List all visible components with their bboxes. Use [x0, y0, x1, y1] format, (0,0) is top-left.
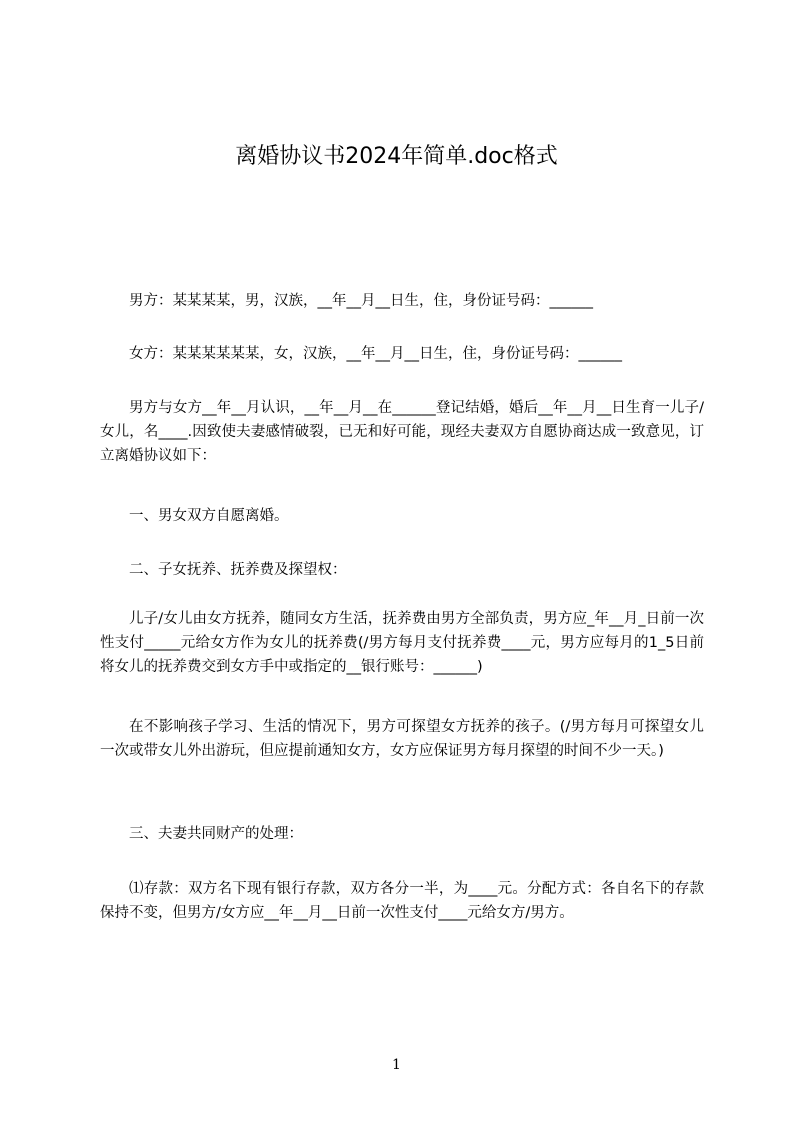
paragraph-visitation-rights: 在不影响孩子学习、生活的情况下，男方可探望女方抚养的孩子。(/男方每月可探望女儿一次或带女儿外出游玩，但应提前通知女方，女方应保证男方每月探望的时间不少一天。)	[100, 719, 704, 759]
paragraph-savings-division: ⑴存款：双方名下现有银行存款，双方各分一半，为____元。分配方式：各自名下的存款保持不变，但男方/女方应__年__月__日前一次性支付____元给女方/男方。	[100, 881, 704, 921]
paragraph-husband-info: 男方：某某某某，男，汉族，__年__月__日生，住，身份证号码：______	[129, 293, 593, 309]
document-title: 离婚协议书2024年简单.doc格式	[235, 144, 558, 169]
paragraph-wife-info: 女方：某某某某某某，女，汉族，__年__月__日生，住，身份证号码：______	[129, 346, 622, 362]
paragraph-marriage-background: 男方与女方__年__月认识，__年__月__在______登记结婚，婚后__年__月__日生育一儿子/女儿，名____.因致使夫妻感情破裂，已无和好可能，现经夫妻双方自愿协商达成一致意见，订立离婚协议如下：	[100, 400, 704, 464]
paragraph-clause-1: 一、男女双方自愿离婚。	[129, 508, 289, 524]
paragraph-clause-2-heading: 二、子女抚养、抚养费及探望权：	[129, 562, 347, 578]
paragraph-child-support: 儿子/女儿由女方抚养，随同女方生活，抚养费由男方全部负责，男方应_年__月_日前一次性支付_____元给女方作为女儿的抚养费(/男方每月支付抚养费____元，男方应每月的1_5日前将女儿的抚养费交到女方手中或指定的__银行账号：______)	[100, 611, 704, 675]
page-number: 1	[392, 1057, 401, 1073]
paragraph-clause-3-heading: 三、夫妻共同财产的处理：	[129, 826, 303, 842]
